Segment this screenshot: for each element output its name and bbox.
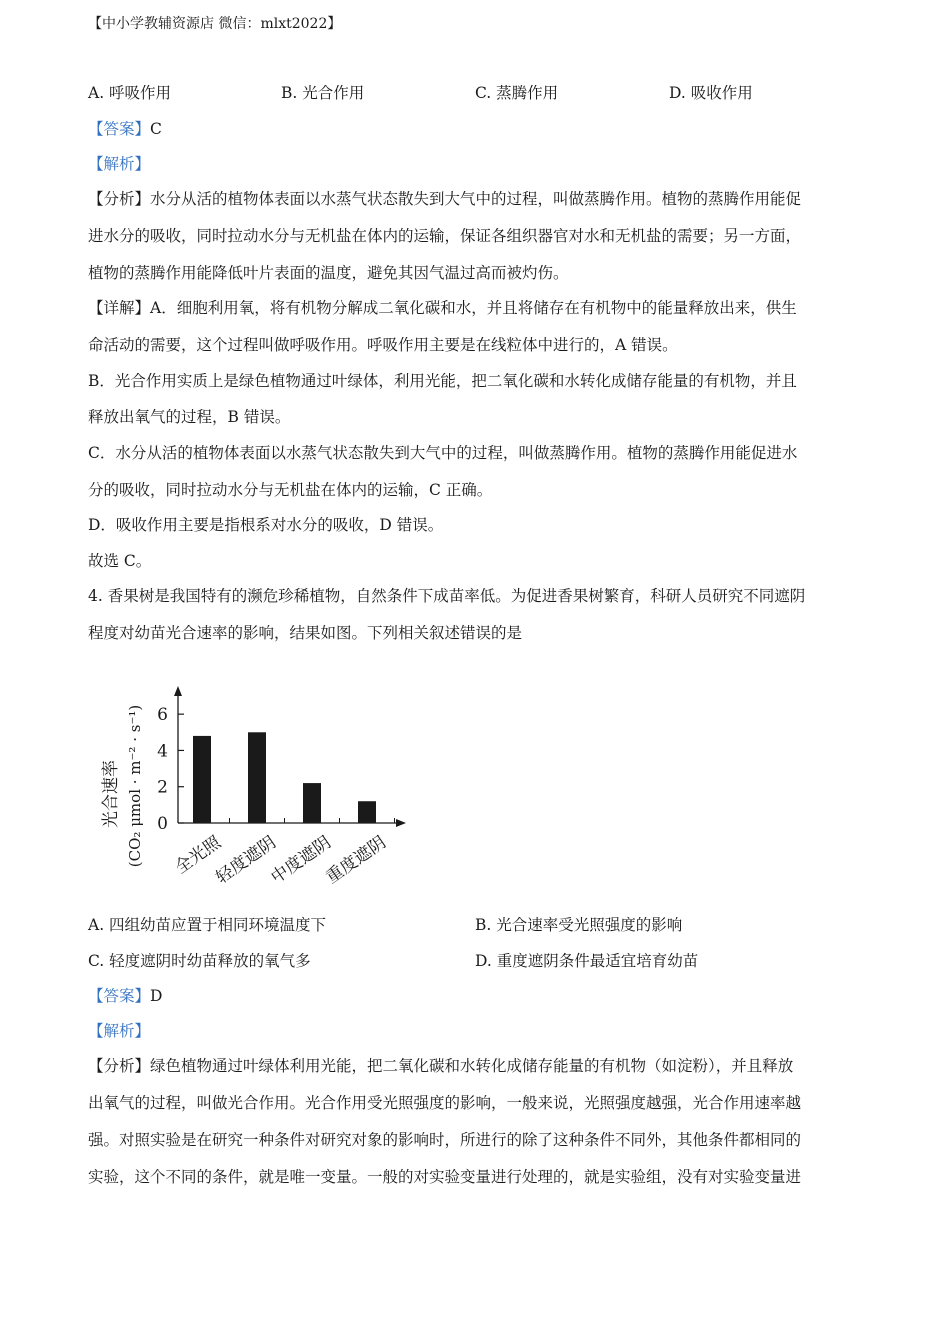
y-axis-unit: (CO₂ μmol · m⁻² · s⁻¹) — [126, 704, 144, 868]
answer-tag: 【答案】 — [88, 120, 151, 138]
answer-value: C — [150, 120, 162, 138]
q3-analysis-line: 命活动的需要，这个过程叫做呼吸作用。呼吸作用主要是在线粒体中进行的，A 错误。 — [88, 336, 678, 354]
q4-analysis-tag: 【解析】 — [88, 1022, 151, 1040]
y-tick-label: 0 — [157, 814, 168, 834]
q4-analysis-line: 【分析】绿色植物通过叶绿体利用光能，把二氧化碳和水转化成储存能量的有机物（如淀粉），并且释放 — [88, 1057, 794, 1075]
y-axis-label: 光合速率 — [101, 760, 121, 828]
q4-stem-line: 程度对幼苗光合速率的影响，结果如图。下列相关叙述错误的是 — [88, 624, 523, 642]
q3-analysis-tag: 【解析】 — [88, 155, 151, 173]
answer-value: D — [150, 987, 163, 1005]
bar — [358, 801, 376, 823]
y-tick-label: 4 — [157, 741, 168, 762]
q4-analysis-line: 强。对照实验是在研究一种条件对研究对象的影响时，所进行的除了这种条件不同外，其他条件都相同的 — [88, 1131, 802, 1149]
q3-analysis-line: 植物的蒸腾作用能降低叶片表面的温度，避免其因气温过高而被灼伤。 — [88, 264, 569, 282]
q3-analysis-line: 进水分的吸收，同时拉动水分与无机盐在体内的运输，保证各组织器官对水和无机盐的需要；另一方面， — [88, 227, 802, 245]
bar — [193, 736, 211, 823]
y-axis-arrow — [174, 686, 182, 696]
category-label: 中度遮阴 — [267, 832, 335, 888]
q3-analysis-line: D．吸收作用主要是指根系对水分的吸收，D 错误。 — [88, 516, 444, 534]
photosynthesis-bar-chart — [90, 668, 420, 898]
page-header: 【中小学教辅资源店 微信：mlxt2022】 — [88, 16, 342, 32]
q3-analysis-line: 故选 C。 — [88, 552, 152, 570]
q3-option-b: B. 光合作用 — [281, 84, 365, 102]
q4-option-c: C. 轻度遮阴时幼苗释放的氧气多 — [88, 952, 311, 970]
q3-option-d: D. 吸收作用 — [669, 84, 753, 102]
q3-analysis-line: C．水分从活的植物体表面以水蒸气状态散失到大气中的过程，叫做蒸腾作用。植物的蒸腾作用能促进水 — [88, 444, 798, 462]
q4-answer — [88, 984, 162, 1006]
q3-analysis-line: 【详解】A．细胞利用氧，将有机物分解成二氧化碳和水，并且将储存在有机物中的能量释放出来，供生 — [88, 299, 797, 317]
q4-analysis-line: 实验，这个不同的条件，就是唯一变量。一般的对实验变量进行处理的，就是实验组，没有对实验变量进 — [88, 1168, 802, 1186]
q3-analysis-line: B．光合作用实质上是绿色植物通过叶绿体，利用光能，把二氧化碳和水转化成储存能量的有机物，并且 — [88, 372, 797, 390]
q3-analysis-line: 【分析】水分从活的植物体表面以水蒸气状态散失到大气中的过程，叫做蒸腾作用。植物的蒸腾作用能促 — [88, 190, 802, 208]
q4-option-d: D. 重度遮阴条件最适宜培育幼苗 — [475, 952, 699, 970]
bar — [248, 732, 266, 823]
q3-option-a: A. 呼吸作用 — [88, 84, 172, 102]
q3-option-c: C. 蒸腾作用 — [475, 84, 559, 102]
category-label: 轻度遮阴 — [212, 832, 280, 888]
q4-stem-line: 4. 香果树是我国特有的濒危珍稀植物，自然条件下成苗率低。为促进香果树繁育，科研人员研究不同遮阴 — [88, 587, 806, 605]
q3-answer — [88, 117, 162, 139]
q4-analysis-line: 出氧气的过程，叫做光合作用。光合作用受光照强度的影响，一般来说，光照强度越强，光合作用速率越 — [88, 1094, 802, 1112]
bar — [303, 783, 321, 823]
category-label: 全光照 — [171, 832, 225, 879]
q4-option-a: A. 四组幼苗应置于相同环境温度下 — [88, 916, 327, 934]
answer-tag: 【答案】 — [88, 987, 151, 1005]
q3-analysis-line: 分的吸收，同时拉动水分与无机盐在体内的运输，C 正确。 — [88, 481, 493, 499]
q3-analysis-line: 释放出氧气的过程，B 错误。 — [88, 408, 291, 426]
y-tick-label: 2 — [157, 777, 168, 798]
y-tick-label: 6 — [157, 705, 168, 726]
x-axis-arrow — [396, 819, 406, 827]
q4-option-b: B. 光合速率受光照强度的影响 — [475, 916, 683, 934]
category-label: 重度遮阴 — [322, 832, 390, 888]
